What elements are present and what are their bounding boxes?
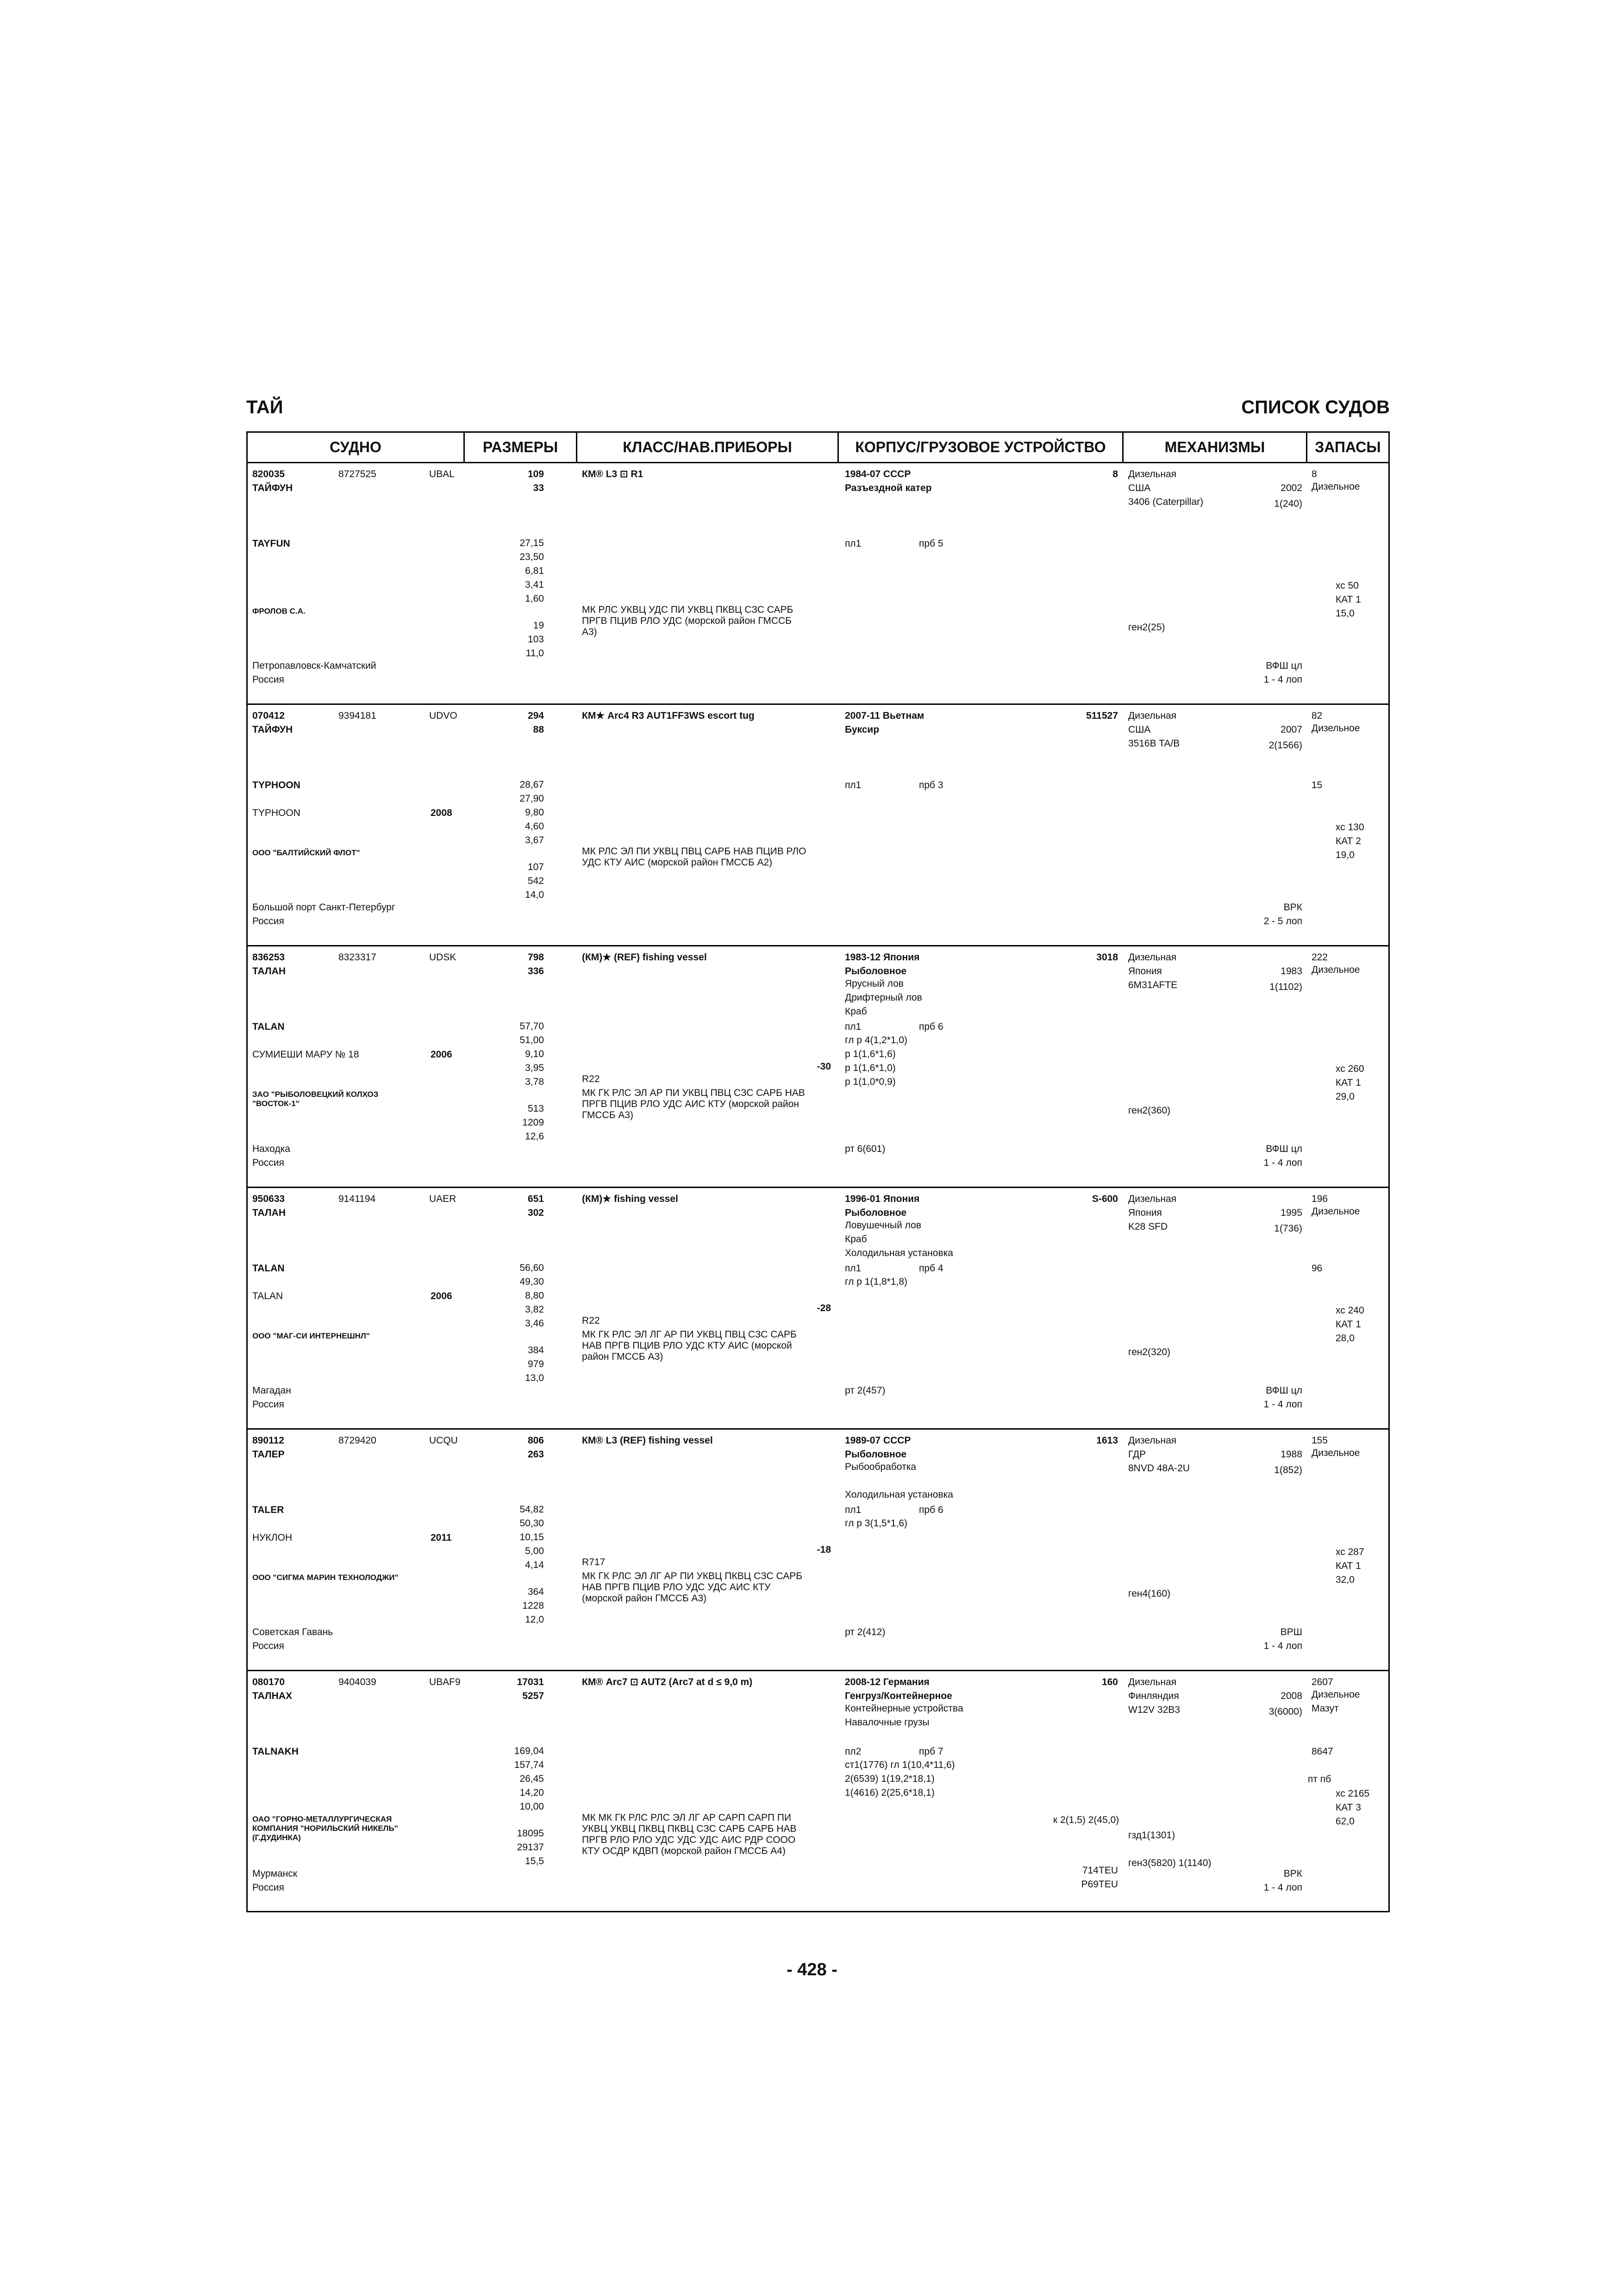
former-name-year: 2006	[431, 1291, 452, 1301]
engine-year: 1988	[1280, 1449, 1302, 1460]
column-header-vessel: СУДНО	[248, 433, 463, 463]
engine-type: Дизельная	[1128, 1435, 1177, 1446]
owner: ООО "БАЛТИЙСКИЙ ФЛОТ"	[252, 848, 360, 857]
fuel-amount: 222	[1312, 952, 1328, 963]
refrigeration-temperature: -28	[817, 1303, 831, 1313]
fuel-reserve: 96	[1312, 1263, 1323, 1274]
net-tonnage: 33	[533, 483, 544, 493]
build-info: 2007-11 Вьетнам	[845, 710, 924, 721]
vessel-type: Рыболовное	[845, 1207, 907, 1218]
refrigerant: R717	[582, 1557, 606, 1568]
vessel-name: ТАЛАН	[252, 1207, 286, 1218]
imo-number: 8727525	[338, 469, 376, 479]
flag-country: Россия	[252, 916, 284, 927]
build-info: 1996-01 Япония	[845, 1194, 920, 1204]
cargo-gear: ст1(1776) гл 1(10,4*11,6) 2(6539) 1(19,2*18,1) 1(4616) 2(25,6*18,1)	[845, 1760, 955, 1798]
net-tonnage: 88	[533, 724, 544, 735]
home-port: Большой порт Санкт-Петербург	[252, 902, 395, 913]
fuel-type: Дизельное	[1312, 723, 1360, 734]
registry-number: 836253	[252, 952, 285, 963]
navigation-equipment: МК РЛС УКВЦ УДС ПИ УКВЦ ПКВЦ СЗС САРБ ПРГВ ПЦИВ РЛО УДС (морской район ГМССБ А3)	[582, 604, 793, 637]
gross-tonnage: 651	[527, 1194, 544, 1204]
bulkheads: прб 6	[919, 1021, 943, 1032]
vessel-type: Разъездной катер	[845, 483, 932, 493]
imo-number: 8323317	[338, 952, 376, 963]
vessel-name: ТАЛЕР	[252, 1449, 285, 1460]
cargo-gear: гл р 3(1,5*1,6)	[845, 1518, 908, 1529]
column-header-machinery: МЕХАНИЗМЫ	[1124, 433, 1306, 463]
column-header-class: КЛАСС/НАВ.ПРИБОРЫ	[577, 433, 837, 463]
flag-country: Россия	[252, 1399, 284, 1410]
class-notation: КМ® L3 ⊡ R1	[582, 469, 643, 479]
net-tonnage: 263	[527, 1449, 544, 1460]
deadweight: 18095 29137 15,5	[517, 1828, 544, 1867]
engine-power: 3(6000)	[1268, 1706, 1302, 1717]
call-sign: UCQU	[429, 1435, 458, 1446]
container-capacity: 714TEU P69TEU	[1081, 1865, 1118, 1890]
propeller-blades: 1 - 4 лоп	[1263, 1157, 1302, 1168]
engine-type: Дизельная	[1128, 1677, 1177, 1687]
propeller-blades: 1 - 4 лоп	[1263, 1641, 1302, 1651]
deadweight: 19 103 11,0	[525, 620, 544, 659]
gross-tonnage: 806	[527, 1435, 544, 1446]
engine-year: 1995	[1280, 1207, 1302, 1218]
engine-model: 8NVD 48A-2U	[1128, 1463, 1190, 1474]
former-name: СУМИЕШИ МАРУ № 18	[252, 1049, 359, 1060]
former-name: TYPHOON	[252, 808, 300, 818]
flag-country: Россия	[252, 1641, 284, 1651]
navigation-equipment: МК РЛС ЭЛ ПИ УКВЦ ПВЦ САРБ НАВ ПЦИВ РЛО УДС КТУ АИС (морской район ГМССБ А2)	[582, 846, 806, 868]
build-info: 1989-07 СССР	[845, 1435, 911, 1446]
dimensions: 27,15 23,50 6,81 3,41 1,60	[519, 538, 544, 604]
cranes: к 2(1,5) 2(45,0)	[1053, 1815, 1119, 1825]
engine-power: 1(1102)	[1269, 982, 1302, 992]
owner: ЗАО "РЫБОЛОВЕЦКИЙ КОЛХОЗ "ВОСТОК-1"	[252, 1090, 379, 1108]
vessel-name: ТАЙФУН	[252, 724, 293, 735]
generators: ген2(25)	[1128, 622, 1165, 633]
fuel-reserve: 15	[1312, 780, 1323, 790]
autonomy: хс 2165 КАТ 3 62,0	[1336, 1788, 1370, 1827]
vessel-name-latin: TALAN	[252, 1263, 285, 1274]
gross-tonnage: 294	[527, 710, 544, 721]
decks: пл1	[845, 1263, 862, 1274]
propeller: ВФШ цл	[1266, 1144, 1302, 1154]
column-header-supplies: ЗАПАСЫ	[1307, 433, 1388, 463]
engine-country: Финляндия	[1128, 1691, 1179, 1701]
vessel-type: Рыболовное	[845, 1449, 907, 1460]
imo-number: 9141194	[338, 1194, 376, 1204]
home-port: Находка	[252, 1144, 290, 1154]
autonomy: хс 50 КАТ 1 15,0	[1336, 580, 1361, 619]
vessel-type: Генгруз/Контейнерное	[845, 1691, 952, 1701]
former-name: TALAN	[252, 1291, 283, 1301]
engine-year: 2007	[1280, 724, 1302, 735]
owner: ООО "СИГМА МАРИН ТЕХНОЛОДЖИ"	[252, 1573, 399, 1582]
vessel-record	[248, 1430, 1388, 1671]
propeller: ВФШ цл	[1266, 1385, 1302, 1396]
gross-tonnage: 109	[527, 469, 544, 479]
generators: ген2(360)	[1128, 1105, 1171, 1116]
vessel-record	[248, 705, 1388, 946]
fuel-amount: 2607	[1312, 1677, 1333, 1687]
class-notation: КМ★ Arc4 R3 AUT1FF3WS escort tug	[582, 710, 755, 721]
home-port: Петропавловск-Камчатский	[252, 660, 376, 671]
propeller-blades: 2 - 5 лоп	[1263, 916, 1302, 927]
autonomy: хс 260 КАТ 1 29,0	[1336, 1064, 1364, 1102]
generators: ген4(160)	[1128, 1588, 1171, 1599]
yard-number: 160	[1101, 1677, 1118, 1687]
home-port: Советская Гавань	[252, 1627, 333, 1637]
vessel-name-latin: TALNAKH	[252, 1746, 299, 1757]
fuel-amount: 8	[1312, 469, 1317, 479]
bulkheads: прб 6	[919, 1505, 943, 1515]
engine-country: США	[1128, 724, 1151, 735]
bulkheads: прб 4	[919, 1263, 943, 1274]
decks: пл2	[845, 1746, 862, 1757]
registry-number: 080170	[252, 1677, 285, 1687]
fuel-amount: 155	[1312, 1435, 1328, 1446]
fuel-type: Дизельное Мазут	[1312, 1689, 1360, 1714]
engine-power: 1(240)	[1274, 498, 1302, 509]
navigation-equipment: МК ГК РЛС ЭЛ ЛГ АР ПИ УКВЦ ПКВЦ СЗС САРБ НАВ ПРГВ ПЦИВ РЛО УДС УДС АИС КТУ (морской район ГМССБ А3)	[582, 1571, 803, 1604]
engine-model: 6M31AFTE	[1128, 980, 1178, 990]
vessel-name: ТАЛАН	[252, 966, 286, 977]
build-info: 1984-07 СССР	[845, 469, 911, 479]
navigation-equipment: МК МК ГК РЛС РЛС ЭЛ ЛГ АР САРП САРП ПИ УКВЦ УКВЦ ПКВЦ ПКВЦ СЗС САРБ САРБ НАВ ПРГВ РЛО РЛО УДС УДС УДС АИС РДР СООО КТУ ОСДР КДВП (морской район ГМССБ А4)	[582, 1812, 797, 1856]
vessel-name-latin: TALAN	[252, 1021, 285, 1032]
vessel-record	[248, 1671, 1388, 1913]
engine-year: 2002	[1280, 483, 1302, 493]
vessel-record	[248, 946, 1388, 1188]
vessel-features: Рыбообработка Холодильная установка	[845, 1462, 953, 1500]
registry-number: 820035	[252, 469, 285, 479]
engine-country: ГДР	[1128, 1449, 1146, 1460]
deadweight: 107 542 14,0	[525, 862, 544, 900]
cargo-gear: гл р 1(1,8*1,8)	[845, 1276, 908, 1287]
vessel-type: Рыболовное	[845, 966, 907, 977]
bulkheads: прб 7	[919, 1746, 943, 1757]
engine-country: Япония	[1128, 966, 1162, 977]
engine-model: 3516B TA/B	[1128, 738, 1180, 749]
owner: ФРОЛОВ С.А.	[252, 607, 306, 616]
imo-number: 9404039	[338, 1677, 376, 1687]
bulkheads: прб 5	[919, 538, 943, 549]
engine-country: США	[1128, 483, 1151, 493]
vessel-name: ТАЛНАХ	[252, 1691, 292, 1701]
engine-type: Дизельная	[1128, 710, 1177, 721]
gross-tonnage: 798	[527, 952, 544, 963]
refrigerant: R22	[582, 1074, 600, 1084]
engine-country: Япония	[1128, 1207, 1162, 1218]
column-header-hull: КОРПУС/ГРУЗОВОЕ УСТРОЙСТВО	[839, 433, 1122, 463]
column-header-dimensions: РАЗМЕРЫ	[465, 433, 576, 463]
generators: гзд1(1301) ген3(5820) 1(1140)	[1128, 1830, 1212, 1868]
home-port: Магадан	[252, 1385, 291, 1396]
vessel-record	[248, 463, 1388, 705]
hold-capacity: рт 2(412)	[845, 1627, 886, 1637]
yard-number: 511527	[1086, 710, 1118, 721]
dimensions: 54,82 50,30 10,15 5,00 4,14	[519, 1504, 544, 1570]
vessel-name-latin: TALER	[252, 1505, 284, 1515]
build-info: 1983-12 Япония	[845, 952, 920, 963]
dimensions: 28,67 27,90 9,80 4,60 3,67	[519, 779, 544, 846]
refrigeration-temperature: -18	[817, 1544, 831, 1555]
yard-number: 1613	[1096, 1435, 1118, 1446]
propeller: ВРК	[1283, 902, 1302, 913]
hold-capacity: рт 2(457)	[845, 1385, 886, 1396]
engine-type: Дизельная	[1128, 469, 1177, 479]
propeller-blades: 1 - 4 лоп	[1263, 1882, 1302, 1893]
call-sign: UDSK	[429, 952, 456, 963]
engine-type: Дизельная	[1128, 952, 1177, 963]
autonomy: хс 287 КАТ 1 32,0	[1336, 1547, 1364, 1585]
fresh-water: пт пб	[1308, 1774, 1331, 1785]
imo-number: 8729420	[338, 1435, 376, 1446]
class-notation: (КМ)★ (REF) fishing vessel	[582, 952, 707, 963]
net-tonnage: 302	[527, 1207, 544, 1218]
engine-power: 1(736)	[1274, 1223, 1302, 1234]
dimensions: 56,60 49,30 8,80 3,82 3,46	[519, 1263, 544, 1329]
engine-model: K28 SFD	[1128, 1221, 1168, 1232]
propeller: ВФШ цл	[1266, 660, 1302, 671]
bulkheads: прб 3	[919, 780, 943, 790]
vessel-name-latin: TYPHOON	[252, 780, 300, 790]
class-notation: КМ® Arc7 ⊡ AUT2 (Arc7 at d ≤ 9,0 m)	[582, 1677, 753, 1687]
call-sign: UDVO	[429, 710, 457, 721]
vessel-features: Контейнерные устройства Навалочные грузы	[845, 1703, 963, 1728]
fuel-amount: 82	[1312, 710, 1323, 721]
navigation-equipment: МК ГК РЛС ЭЛ ЛГ АР ПИ УКВЦ ПВЦ СЗС САРБ НАВ ПРГВ ПЦИВ РЛО УДС КТУ АИС (морской район ГМССБ А3)	[582, 1329, 797, 1362]
call-sign: UAER	[429, 1194, 456, 1204]
deadweight: 384 979 13,0	[525, 1345, 544, 1383]
gross-tonnage: 17031	[517, 1677, 544, 1687]
propeller-blades: 1 - 4 лоп	[1263, 1399, 1302, 1410]
owner: ОАО "ГОРНО-МЕТАЛЛУРГИЧЕСКАЯ КОМПАНИЯ "НОРИЛЬСКИЙ НИКЕЛЬ" (Г.ДУДИНКА)	[252, 1815, 398, 1842]
vessel-name-latin: TAYFUN	[252, 538, 290, 549]
page-number: - 428 -	[787, 1960, 837, 1979]
propeller: ВРК	[1283, 1868, 1302, 1879]
vessel-features: Ловушечный лов Краб Холодильная установка	[845, 1220, 953, 1258]
fuel-type: Дизельное	[1312, 1448, 1360, 1458]
engine-model: 3406 (Caterpillar)	[1128, 497, 1204, 507]
former-name-year: 2008	[431, 808, 452, 818]
propeller: ВРШ	[1280, 1627, 1302, 1637]
deadweight: 364 1228 12,0	[522, 1587, 544, 1625]
registry-number: 070412	[252, 710, 285, 721]
class-notation: КМ® L3 (REF) fishing vessel	[582, 1435, 713, 1446]
refrigeration-temperature: -30	[817, 1061, 831, 1072]
page-header-section: ТАЙ	[246, 397, 283, 417]
decks: пл1	[845, 538, 862, 549]
imo-number: 9394181	[338, 710, 376, 721]
engine-model: W12V 32B3	[1128, 1705, 1181, 1715]
dimensions: 57,70 51,00 9,10 3,95 3,78	[519, 1021, 544, 1087]
owner: ООО "МАГ-СИ ИНТЕРНЕШНЛ"	[252, 1332, 370, 1340]
autonomy: хс 240 КАТ 1 28,0	[1336, 1305, 1364, 1344]
registry-number: 950633	[252, 1194, 285, 1204]
home-port: Мурманск	[252, 1868, 298, 1879]
engine-year: 2008	[1280, 1691, 1302, 1701]
refrigerant: R22	[582, 1315, 600, 1326]
page-header-title: СПИСОК СУДОВ	[1241, 397, 1390, 417]
yard-number: 3018	[1096, 952, 1118, 963]
dimensions: 169,04 157,74 26,45 14,20 10,00	[514, 1746, 544, 1812]
engine-power: 2(1566)	[1268, 740, 1302, 751]
ship-register-table	[246, 431, 1390, 1912]
decks: пл1	[845, 780, 862, 790]
net-tonnage: 5257	[522, 1691, 544, 1701]
call-sign: UBAF9	[429, 1677, 461, 1687]
yard-number: 8	[1112, 469, 1118, 479]
decks: пл1	[845, 1505, 862, 1515]
fuel-amount: 196	[1312, 1194, 1328, 1204]
hold-capacity: рт 6(601)	[845, 1144, 886, 1154]
vessel-name: ТАЙФУН	[252, 483, 293, 493]
fuel-reserve: 8647	[1312, 1746, 1333, 1757]
flag-country: Россия	[252, 1882, 284, 1893]
net-tonnage: 336	[527, 966, 544, 977]
cargo-gear: гл р 4(1,2*1,0) р 1(1,6*1,6) р 1(1,6*1,0) р 1(1,0*0,9)	[845, 1035, 908, 1087]
decks: пл1	[845, 1021, 862, 1032]
class-notation: (КМ)★ fishing vessel	[582, 1194, 678, 1204]
fuel-type: Дизельное	[1312, 1206, 1360, 1217]
flag-country: Россия	[252, 674, 284, 685]
engine-type: Дизельная	[1128, 1194, 1177, 1204]
vessel-record	[248, 1188, 1388, 1430]
call-sign: UBAL	[429, 469, 455, 479]
engine-power: 1(852)	[1274, 1465, 1302, 1475]
vessel-type: Буксир	[845, 724, 880, 735]
navigation-equipment: МК ГК РЛС ЭЛ АР ПИ УКВЦ ПВЦ СЗС САРБ НАВ ПРГВ ПЦИВ РЛО УДС АИС КТУ (морской район ГМССБ А3)	[582, 1088, 805, 1120]
generators: ген2(320)	[1128, 1347, 1171, 1357]
build-info: 2008-12 Германия	[845, 1677, 930, 1687]
yard-number: S-600	[1092, 1194, 1118, 1204]
registry-number: 890112	[252, 1435, 284, 1446]
former-name: НУКЛОН	[252, 1532, 293, 1543]
fuel-type: Дизельное	[1312, 964, 1360, 975]
flag-country: Россия	[252, 1157, 284, 1168]
propeller-blades: 1 - 4 лоп	[1263, 674, 1302, 685]
former-name-year: 2006	[431, 1049, 452, 1060]
autonomy: хс 130 КАТ 2 19,0	[1336, 822, 1364, 860]
fuel-type: Дизельное	[1312, 481, 1360, 492]
former-name-year: 2011	[431, 1532, 452, 1543]
engine-year: 1983	[1280, 966, 1302, 977]
vessel-features: Ярусный лов Дрифтерный лов Краб	[845, 978, 922, 1017]
deadweight: 513 1209 12,6	[522, 1103, 544, 1142]
